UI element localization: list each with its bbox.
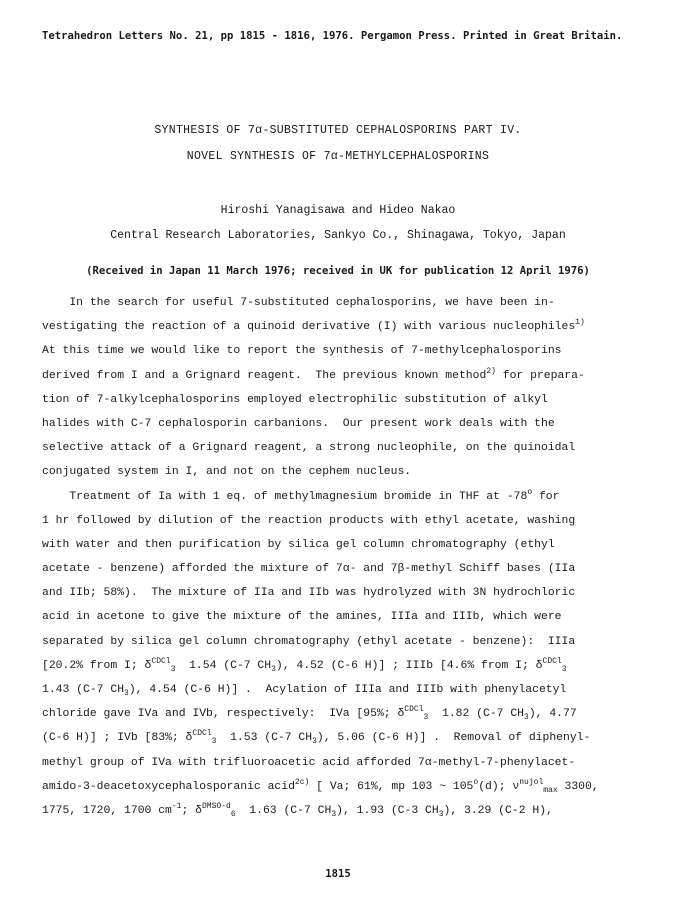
body-line-1: In the search for useful 7-substituted cephalosporins, we have been in- xyxy=(42,297,555,309)
body-line-17: 1.43 (C-7 $CH_3$), 4.54 (C-6 H)] . Acylation of IIIa and IIIb with phenylacetyl xyxy=(42,684,567,698)
delta-symbol: δ xyxy=(144,659,152,672)
body-line-3: At this time we would like to report the synthesis of 7-methylcephalosporins xyxy=(42,345,562,358)
delta-symbol: δ xyxy=(535,659,543,672)
article-title-line-1: SYNTHESIS OF 7α-SUBSTITUTED CEPHALOSPORINS PART IV. xyxy=(154,124,522,137)
body-line-18: chloride gave IVa and IVb, respectively: IVa [95%; $\delta^{CDCl}_3$ 1.82 (C-7 $CH_3$), 4.77 xyxy=(42,705,577,723)
reference-2c: 2c) xyxy=(294,777,310,787)
received-dates: (Received in Japan 11 March 1976; received in UK for publication 12 April 1976) xyxy=(86,265,590,277)
body-line-16: [20.2% from I; $\delta^{CDCl}_3$ 1.54 (C-7 $CH_3$), 4.52 (C-6 H)] ; IIIb [4.6% from I; $\delta^{CDCl}_3$ xyxy=(42,656,567,674)
nu-symbol: ν xyxy=(512,780,520,793)
body-line-21: amido-3-deacetoxycephalosporanic acid$^{2c)}$ [ Va; 61%, mp 103 ~ 105$^o$(d); $\nu^{nujol}_{max}$ 3300, xyxy=(42,777,599,795)
article-body xyxy=(42,291,638,823)
body-line-12: acetate - benzene) afforded the mixture of 7α- and 7β-methyl Schiff bases (IIa xyxy=(42,563,576,576)
authors: Hiroshi Yanagisawa and Hideo Nakao xyxy=(220,204,456,217)
delta-symbol: δ xyxy=(397,708,405,721)
body-line-20: methyl group of IVa with trifluoroacetic acid afforded 7α-methyl-7-phenylacet- xyxy=(42,756,576,769)
reference-1: 1) xyxy=(575,318,585,328)
reference-2: 2) xyxy=(486,366,496,376)
delta-symbol: δ xyxy=(195,804,202,817)
body-line-15: separated by silica gel column chromatography (ethyl acetate - benzene): IIIa xyxy=(42,635,576,648)
body-line-22: 1775, 1720, 1700 $cm^{-1}$; $\delta^{DMSO-d}_6$ 1.63 (C-7 $CH_3$), 1.93 (C-3 $CH_3$), 3.29 (C-2 H), xyxy=(42,801,553,819)
degree-sign: o xyxy=(527,487,533,497)
article-title-line-2: NOVEL SYNTHESIS OF 7α-METHYLCEPHALOSPORINS xyxy=(186,150,490,163)
body-line-19: (C-6 H)] ; IVb [83%; $\delta^{CDCl}_3$ 1.53 (C-7 $CH_3$), 5.06 (C-6 H)] . Removal of diphenyl- xyxy=(42,729,591,747)
affiliation: Central Research Laboratories, Sankyo Co., Shinagawa, Tokyo, Japan xyxy=(110,229,566,242)
body-line-4: derived from I and a Grignard reagent. The previous known method$^{2)}$ for prepara- xyxy=(42,366,585,382)
body-line-6: halides with C-7 cephalosporin carbanions. Our present work deals with the xyxy=(42,417,555,430)
body-line-14: acid in acetone to give the mixture of the amines, IIIa and IIIb, which were xyxy=(42,611,562,624)
body-line-9: Treatment of Ia with 1 eq. of methylmagnesium bromide in THF at -78$^o$ for xyxy=(42,487,560,503)
body-line-2: vestigating the reaction of a quinoid derivative (I) with various nucleophiles$^{1)}$ xyxy=(42,318,585,334)
delta-symbol: δ xyxy=(185,732,193,745)
body-line-7: selective attack of a Grignard reagent, a strong nucleophile, on the quinoidal xyxy=(42,442,576,455)
body-line-5: tion of 7-alkylcephalosporins employed electrophilic substitution of alkyl xyxy=(42,393,548,406)
body-line-13: and IIb; 58%). The mixture of IIa and IIb was hydrolyzed with 3N hydrochloric xyxy=(42,587,576,600)
journal-header: Tetrahedron Letters No. 21, pp 1815 - 1816, 1976. Pergamon Press. Printed in Great Britain. xyxy=(42,30,623,42)
page-number: 1815 xyxy=(325,868,351,880)
body-line-8: conjugated system in I, and not on the cephem nucleus. xyxy=(42,466,412,479)
body-line-11: with water and then purification by silica gel column chromatography (ethyl xyxy=(42,538,555,551)
body-line-10: 1 hr followed by dilution of the reaction products with ethyl acetate, washing xyxy=(42,514,576,527)
